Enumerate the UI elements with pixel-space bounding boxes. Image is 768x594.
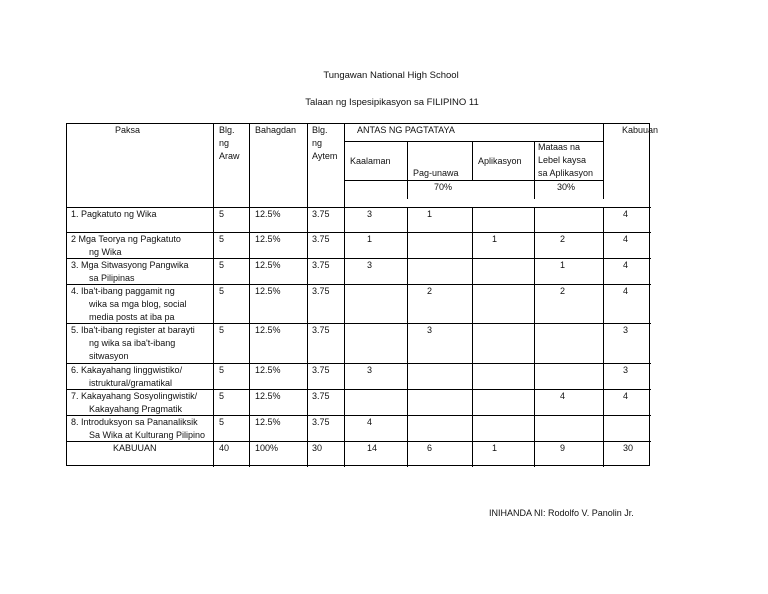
- row-kaalaman: 3: [367, 365, 373, 375]
- col-divider: [603, 207, 604, 467]
- row-kabuuan: 30: [623, 443, 634, 453]
- row-araw: 5: [219, 234, 225, 244]
- row-kaalaman: 4: [367, 417, 373, 427]
- row-paksa: Kakayahang Pragmatik: [89, 404, 183, 414]
- row-araw: 5: [219, 286, 225, 296]
- header-bahagdan: Bahagdan: [255, 125, 297, 135]
- header-blg-araw-2: ng: [219, 138, 230, 148]
- row-paksa: 5. Iba't-ibang register at barayti: [71, 325, 195, 335]
- row-paksa: 1. Pagkatuto ng Wika: [71, 209, 157, 219]
- row-kaalaman: 1: [367, 234, 373, 244]
- row-aytem: 3.75: [312, 325, 330, 335]
- row-paksa: 6. Kakayahang linggwistiko/: [71, 365, 183, 375]
- header-kaalaman: Kaalaman: [350, 156, 391, 166]
- row-araw: 5: [219, 209, 225, 219]
- row-aytem: 3.75: [312, 234, 330, 244]
- header-mataas-1: Mataas na: [538, 142, 581, 152]
- col-divider: [472, 141, 473, 180]
- row-bahagdan: 12.5%: [255, 260, 281, 270]
- row-paksa: ng Wika: [89, 247, 122, 257]
- row-bahagdan: 12.5%: [255, 325, 281, 335]
- col-divider: [534, 141, 535, 199]
- header-antas: ANTAS NG PAGTATAYA: [357, 125, 455, 135]
- row-araw: 5: [219, 260, 225, 270]
- row-paksa: 8. Introduksyon sa Pananaliksik: [71, 417, 198, 427]
- row-mataas: 9: [560, 443, 566, 453]
- row-araw: 5: [219, 325, 225, 335]
- col-divider: [603, 124, 604, 199]
- row-kabuuan: 4: [623, 234, 629, 244]
- row-paksa: media posts at iba pa: [89, 312, 175, 322]
- row-pag-unawa: 1: [427, 209, 433, 219]
- header-paksa: Paksa: [115, 125, 141, 135]
- header-blg-aytem-3: Aytem: [312, 151, 338, 161]
- row-kabuuan: 3: [623, 365, 629, 375]
- row-mataas: 1: [560, 260, 566, 270]
- row-paksa: sa Pilipinas: [89, 273, 135, 283]
- row-araw: 5: [219, 417, 225, 427]
- header-mataas-3: sa Aplikasyon: [538, 168, 594, 178]
- col-divider: [407, 207, 408, 467]
- row-aplikasyon: 1: [492, 234, 498, 244]
- header-blg-aytem-2: ng: [312, 138, 323, 148]
- specification-table: [66, 123, 659, 466]
- row-paksa: 3. Mga Sitwasyong Pangwika: [71, 260, 189, 270]
- col-divider: [472, 207, 473, 467]
- row-pag-unawa: 3: [427, 325, 433, 335]
- col-divider: [407, 141, 408, 199]
- row-mataas: 4: [560, 391, 566, 401]
- header-pag-unawa: Pag-unawa: [413, 168, 459, 178]
- row-kabuuan: 4: [623, 286, 629, 296]
- row-mataas: 2: [560, 286, 566, 296]
- row-paksa: 4. Iba't-ibang paggamit ng: [71, 286, 175, 296]
- header-blg-aytem-1: Blg.: [312, 125, 328, 135]
- row-kaalaman: 14: [367, 443, 378, 453]
- header-aplikasyon: Aplikasyon: [478, 156, 522, 166]
- row-bahagdan: 12.5%: [255, 417, 281, 427]
- row-paksa: KABUUAN: [113, 443, 157, 453]
- row-kabuuan: 4: [623, 209, 629, 219]
- row-bahagdan: 12.5%: [255, 286, 281, 296]
- school-name: Tungawan National High School: [323, 70, 459, 81]
- header-kabuuan: Kabuuan: [622, 125, 659, 135]
- row-bahagdan: 12.5%: [255, 234, 281, 244]
- row-aytem: 3.75: [312, 260, 330, 270]
- row-kaalaman: 3: [367, 260, 373, 270]
- row-paksa: istruktural/gramatikal: [89, 378, 173, 388]
- row-aytem: 3.75: [312, 209, 330, 219]
- prepared-by: INIHANDA NI: Rodolfo V. Panolin Jr.: [489, 508, 634, 518]
- row-bahagdan: 100%: [255, 443, 279, 453]
- row-aytem: 3.75: [312, 391, 330, 401]
- header-pct-70: 70%: [434, 182, 453, 192]
- row-kabuuan: 3: [623, 325, 629, 335]
- header-pct-30: 30%: [557, 182, 576, 192]
- row-aytem: 3.75: [312, 417, 330, 427]
- row-araw: 5: [219, 391, 225, 401]
- row-bahagdan: 12.5%: [255, 365, 281, 375]
- row-pag-unawa: 6: [427, 443, 433, 453]
- row-bahagdan: 12.5%: [255, 209, 281, 219]
- row-araw: 5: [219, 365, 225, 375]
- document-title: Talaan ng Ispesipikasyon sa FILIPINO 11: [305, 97, 479, 108]
- row-bahagdan: 12.5%: [255, 391, 281, 401]
- row-paksa: wika sa mga blog, social: [89, 299, 187, 309]
- row-paksa: 2 Mga Teorya ng Pagkatuto: [71, 234, 181, 244]
- row-mataas: 2: [560, 234, 566, 244]
- row-paksa: Sa Wika at Kulturang Pilipino: [89, 430, 206, 440]
- row-aytem: 3.75: [312, 286, 330, 296]
- row-paksa: ng wika sa iba't-ibang: [89, 338, 176, 348]
- row-pag-unawa: 2: [427, 286, 433, 296]
- row-kabuuan: 4: [623, 391, 629, 401]
- header-mataas-2: Lebel kaysa: [538, 155, 587, 165]
- col-divider: [534, 207, 535, 467]
- row-kaalaman: 3: [367, 209, 373, 219]
- row-araw: 40: [219, 443, 230, 453]
- row-kabuuan: 4: [623, 260, 629, 270]
- row-paksa: 7. Kakayahang Sosyolingwistik/: [71, 391, 198, 401]
- row-paksa: sitwasyon: [89, 351, 129, 361]
- header-blg-araw-3: Araw: [219, 151, 240, 161]
- header-blg-araw-1: Blg.: [219, 125, 235, 135]
- row-aytem: 30: [312, 443, 323, 453]
- row-aytem: 3.75: [312, 365, 330, 375]
- row-aplikasyon: 1: [492, 443, 498, 453]
